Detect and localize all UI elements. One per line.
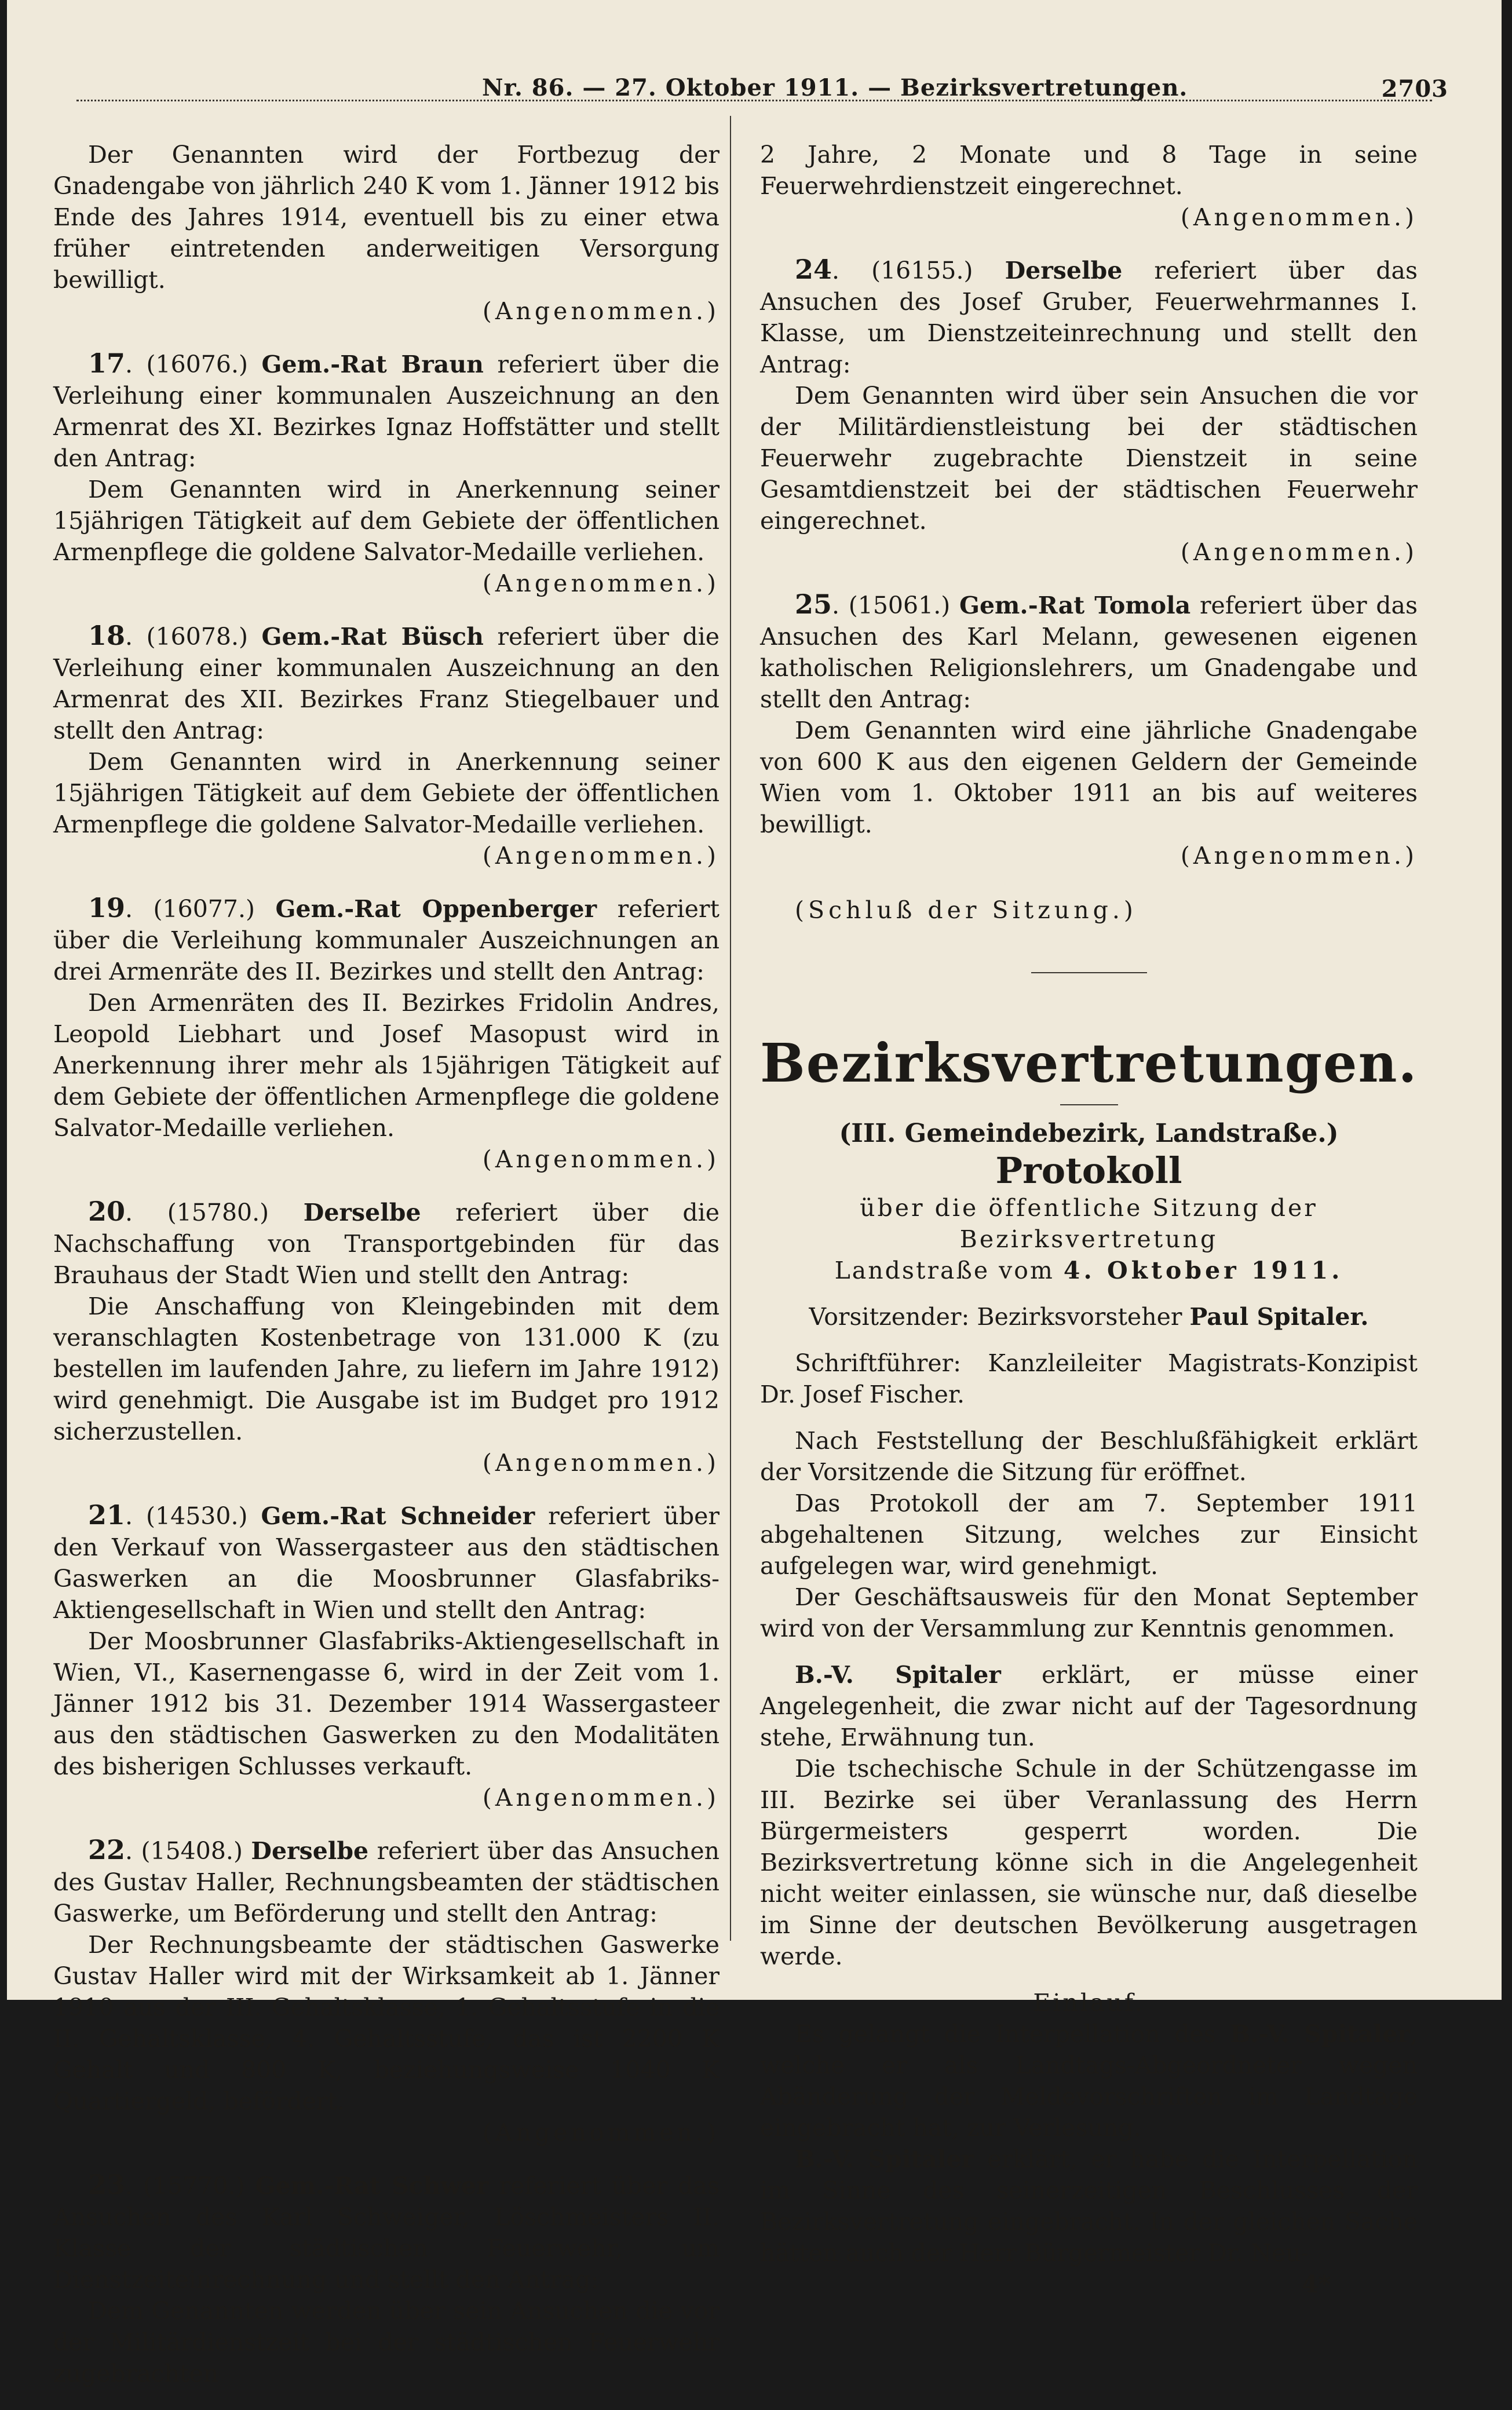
- einlauf-heading: Einlauf.: [1033, 1989, 1145, 2017]
- item-text: referiert über das Ansuchen des Gustav Haller, Rechnungsbeamten der städtischen Gaswerke, um Beförderung und stellt den Antrag:: [53, 1837, 720, 1927]
- item-text: referiert über die Verleihung kommunaler Auszeichnungen an drei Armenräte des II. Bezirkes und stellt den Antrag:: [53, 895, 720, 985]
- bv-name: B.-V. Spitaler: [795, 2145, 974, 2173]
- minutes-para: Das Protokoll der am 7. September 1911 abgehaltenen Sitzung, welches zur Einsicht aufgelegen war, wird genehmigt.: [760, 1489, 1418, 1580]
- column-divider: [730, 116, 731, 1941]
- page: [7, 0, 1502, 2387]
- accepted-label: (Angenommen.): [482, 1784, 720, 1812]
- header-title: Nr. 86. — 27. Oktober 1911. — Bezirksvertretungen.: [482, 74, 1188, 101]
- item-text: referiert über die Verleihung einer kommunalen Auszeichnung an den Armenrat des XII. Bezirkes Franz Stiegelbauer und stellt den Antrag:: [53, 623, 720, 744]
- speaker: Derselbe: [1005, 257, 1123, 284]
- title-rule: [1060, 1104, 1118, 1105]
- agenda-item: 18. (16078.) Gem.-Rat Büsch referiert über die Verleihung einer kommunalen Auszeichnung an den Armenrat des XII. Bezirkes Franz Stiegelbauer und stellt den Antrag: Dem Genannten wird in Anerkennung seiner 15jährigen Tätigkeit auf dem Gebiete der öffentlichen Armenpflege die goldene Salvator-Medaille verliehen. (Angenommen.): [53, 620, 720, 871]
- motion-text: Der Rechnungsbeamte der städtischen Gaswerke Gustav Haller wird mit der Wirksamkeit ab 1. Jänner 1910 aus der III. Gehaltsklasse, 1. Gehaltsstufe in die II. Gehaltsklasse, 4. Gehaltsstufe, das ist 2200 K Gehalt und 800 K, beziehungsweise 1040 K Quartiergeld, befördert.: [53, 1931, 720, 2115]
- header-rule: [76, 100, 1432, 101]
- item-number: 18: [88, 620, 126, 651]
- agenda-item: 21. (14530.) Gem.-Rat Schneider referiert über den Verkauf von Wassergasteer aus den städtischen Gaswerken an die Moosbrunner Glasfabriks-Aktiengesellschaft in Wien und stellt den Antrag: Der Moosbrunner Glasfabriks-Aktiengesellschaft in Wien, VI., Kasernengasse 6, wird in der Zeit vom 1. Jänner 1912 bis 31. Dezember 1914 Wassergasteer aus den städtischen Gaswerken zu den Modalitäten des bisherigen Schlusses verkauft. (Angenommen.): [53, 1499, 720, 1813]
- final-para: erklärt, er habe die Interpellation im Sinne des seinerzeitigen Beschlusses der Bezirksvertretung eingebracht. In der gleichen Sache hätten auch der Herr Bürgermeister Dr. Neu-: [760, 2145, 1418, 2267]
- bv-para-1: erklärt, er müsse einer Angelegenheit, die zwar nicht auf der Tagesordnung stehe, Erwähnung tun.: [760, 1661, 1418, 1751]
- speaker: Gem.-Rat Braun: [261, 350, 484, 378]
- agenda-item: 23. (15770.) Gem.-Rat Schwer referiert über das Ansuchen des Karl Schweiger, Löschmeisters II. Klasse der städtischen Feuerwehr, um Dienstzeiteinrechnung und stellt den Antrag: Dem Genannten werden über sein Ansuchen die vor der Militärdienstzeit bei der städtischen Feuerwehr zugebrachten: [53, 2169, 720, 2389]
- report-para: Der Geschäftsausweis für den Monat September wird von der Versammlung zur Kenntnis genommen.: [760, 1583, 1418, 1642]
- item-text: referiert über das Ansuchen des Josef Gruber, Feuerwehrmannes I. Klasse, um Dienstzeiteinrechnung und stellt den Antrag:: [760, 257, 1418, 378]
- sheet-mark: 4*: [1302, 2270, 1331, 2298]
- speaker: Derselbe: [303, 1199, 421, 1226]
- accepted-label: (Angenommen.): [482, 842, 720, 870]
- speaker: Gem.-Rat Tomola: [959, 591, 1191, 619]
- einlauf-para: , welche er als Landtags-Abgeordneter wegen Abänderung der Meldevorschriften im Landtage eingebracht hat, zur Verlesung.: [760, 2020, 1418, 2142]
- session-end: (Schluß der Sitzung.): [795, 896, 1137, 924]
- motion-text: Die Anschaffung von Kleingebinden mit dem veranschlagten Kostenbetrage von 131.000 K (zu bestellen im laufenden Jahre, zu liefern im Jahre 1912) wird genehmigt. Die Ausgabe ist im Budget pro 1912 sicherzustellen.: [53, 1292, 720, 1445]
- item-number: 19: [88, 892, 126, 923]
- section-title: Bezirksvertretungen.: [760, 1032, 1418, 1094]
- speaker: Gem.-Rat Büsch: [261, 623, 484, 651]
- accepted-label: (Angenommen.): [482, 1449, 720, 1477]
- item-number: 17: [88, 348, 126, 379]
- item-number: 22: [88, 1834, 126, 1865]
- page-number: 2703: [1381, 75, 1448, 103]
- item-number: 25: [795, 589, 832, 620]
- motion-text: Dem Genannten wird eine jährliche Gnadengabe von 600 K aus den eigenen Geldern der Gemeinde Wien vom 1. Oktober 1911 an bis auf weiteres bewilligt.: [760, 717, 1418, 838]
- running-header: [7, 68, 1502, 109]
- section-rule: [1031, 972, 1147, 973]
- agenda-item: 19. (16077.) Gem.-Rat Oppenberger referiert über die Verleihung kommunaler Auszeichnungen an drei Armenräte des II. Bezirkes und stellt den Antrag: Den Armenräten des II. Bezirkes Fridolin Andres, Leopold Liebhart und Josef Masopust wird in Anerkennung ihrer mehr als 15jährigen Tätigkeit auf dem Gebiete der öffentlichen Armenpflege die goldene Salvator-Medaille verliehen. (Angenommen.): [53, 892, 720, 1175]
- motion-text: Der Moosbrunner Glasfabriks-Aktiengesellschaft in Wien, VI., Kasernengasse 6, wird in der Zeit vom 1. Jänner 1912 bis 31. Dezember 1914 Wassergasteer aus den städtischen Gaswerken zu den Modalitäten des bisherigen Schlusses verkauft.: [53, 1627, 720, 1780]
- agenda-item: 25. (15061.) Gem.-Rat Tomola referiert über das Ansuchen des Karl Melann, gewesenen eigenen katholischen Religionslehrers, um Gnadengabe und stellt den Antrag: Dem Genannten wird eine jährliche Gnadengabe von 600 K aus den eigenen Geldern der Gemeinde Wien vom 1. Oktober 1911 an bis auf weiteres bewilligt. (Angenommen.): [760, 589, 1418, 871]
- agenda-item: 22. (15408.) Derselbe referiert über das Ansuchen des Gustav Haller, Rechnungsbeamten der städtischen Gaswerke, um Beförderung und stellt den Antrag: Der Rechnungsbeamte der städtischen Gaswerke Gustav Haller wird mit der Wirksamkeit ab 1. Jänner 1910 aus der III. Gehaltsklasse, 1. Gehaltsstufe in die II. Gehaltsklasse, 4. Gehaltsstufe, das ist 2200 K Gehalt und 800 K, beziehungsweise 1040 K Quartiergeld, befördert. (Angenommen.): [53, 1834, 720, 2148]
- secretary-line: Schriftführer: Kanzleileiter Magistrats-Konzipist Dr. Josef Fischer.: [760, 1349, 1418, 1408]
- opening-para: Nach Feststellung der Beschlußfähigkeit erklärt der Vorsitzende die Sitzung für eröffnet.: [760, 1427, 1418, 1486]
- session-line-1: über die öffentliche Sitzung der Bezirksvertretung: [860, 1194, 1318, 1253]
- accepted-label: (Angenommen.): [482, 1145, 720, 1173]
- motion-text: Den Armenräten des II. Bezirkes Fridolin Andres, Leopold Liebhart und Josef Masopust wird in Anerkennung ihrer mehr als 15jährigen Tätigkeit auf dem Gebiete der öffentlichen Armenpflege die goldene Salvator-Medaille verliehen.: [53, 989, 720, 1142]
- item-number: 23: [88, 2169, 126, 2200]
- item-text: referiert über das Ansuchen des Karl Schweiger, Löschmeisters II. Klasse der städtischen Feuerwehr, um Dienstzeiteinrechnung und stellt den Antrag:: [53, 2172, 720, 2294]
- speaker: Gem.-Rat Schneider: [261, 1502, 535, 1530]
- item-text: referiert über die Verleihung einer kommunalen Auszeichnung an den Armenrat des XI. Bezirkes Ignaz Hoffstätter und stellt den Antrag:: [53, 350, 720, 472]
- continuation-item: [760, 139, 1418, 233]
- motion-text: Dem Genannten werden über sein Ansuchen die vor der Militärdienstzeit bei der städtischen Feuerwehr zugebrachten: [53, 2297, 720, 2387]
- item-number: 24: [795, 254, 832, 285]
- intro-item: [53, 139, 720, 327]
- item-text: referiert über die Nachschaffung von Transportgebinden für das Brauhaus der Stadt Wien und stellt den Antrag:: [53, 1199, 720, 1289]
- accepted-label: (Angenommen.): [482, 569, 720, 597]
- speaker: Gem.-Rat Schwer: [255, 2172, 489, 2200]
- accepted-label: (Angenommen.): [482, 2119, 720, 2146]
- continuation-text: 2 Jahre, 2 Monate und 8 Tage in seine Feuerwehrdienstzeit eingerechnet.: [760, 141, 1418, 200]
- chair-label: Vorsitzender: Bezirksvorsteher: [809, 1303, 1190, 1331]
- motion-text: Dem Genannten wird über sein Ansuchen die vor der Militärdienstleistung bei der städtischen Feuerwehr zugebrachte Dienstzeit in seine Gesamtdienstzeit bei der städtischen Feuerwehr eingerechnet.: [760, 382, 1418, 535]
- district-heading: (III. Gemeindebezirk, Landstraße.): [839, 1119, 1339, 1148]
- accepted-label: (Angenommen.): [1180, 203, 1418, 231]
- bv-name: B.-V. Spitaler: [795, 1661, 1001, 1689]
- accepted-label: (Angenommen.): [1180, 538, 1418, 566]
- bv-name: B.-V. Spitaler: [1230, 2020, 1410, 2048]
- accepted-label: (Angenommen.): [1180, 842, 1418, 870]
- session-date: 4. Oktober 1911.: [1063, 1257, 1343, 1284]
- speaker: Gem.-Rat Oppenberger: [275, 895, 597, 923]
- chair-name: Paul Spitaler.: [1189, 1303, 1369, 1331]
- right-column: 2 Jahre, 2 Monate und 8 Tage in seine Feuerwehrdienstzeit eingerechnet. (Angenommen.) 24. (16155.) Derselbe referiert über das Ansuchen des Josef Gruber, Feuerwehrmannes I. Klasse, um Dienstzeiteinrechnung und stellt den Antrag: Dem Genannten wird über sein Ansuchen die vor der Militärdienstleistung bei der städtischen Feuerwehr zugebrachte Dienstzeit in seine Gesamtdienstzeit bei der städtischen Feuerwehr eingerechnet. (Angenommen.) 25. (15061.) Gem.-Rat Tomola referiert über das Ansuchen des Karl Melann, gewesenen eigenen katholischen Religionslehrers, um Gnadengabe und stellt den Antrag: Dem Genannten wird eine jährliche Gnadengabe von 600 K aus den eigenen Geldern der Gemeinde Wien vom 1. Oktober 1911 an bis auf weiteres bewilligt. (Angenommen.) (Schluß der Sitzung.) Bezirksvertretungen. (III. Gemeindebezirk, Landstraße.) Protokoll über die öffentliche Sitzung der Bezirksvertretung Landstraße vom 4. Oktober 1911. Vorsitzender: Bezirksvorsteher Paul Spitaler. Schriftführer: Kanzleileiter Magistrats-Konzipist Dr. Josef Fischer. Nach Feststellung der Beschlußfähigkeit erklärt der Vorsitzende die Sitzung für eröffnet. Das Protokoll der am 7. September 1911 abgehaltenen Sitzung, welches zur Einsicht aufgelegen war, wird genehmigt. Der Geschäftsausweis für den Monat September wird von der Versammlung zur Kenntnis genommen. B.-V. Spitaler erklärt, er müsse einer Angelegenheit, die zwar nicht auf der Tagesordnung stehe, Erwähnung tun. Die tschechische Schule in der Schützengasse im III. Bezirke sei über Veranlassung des Herrn Bürgermeisters gesperrt worden. Die Bezirksvertretung könne sich in die Angelegenheit nicht weiter einlassen, sie wünsche nur, daß dieselbe im Sinne der deutschen Bevölkerung ausgetragen werde. Einlauf. Es gelangt die Interpellation des B.-V. Spitaler, welche er als Landtags-Abgeordneter wegen Abänderung der Meldevorschriften im Landtage eingebracht hat, zur Verlesung. B.-V. Spitaler erklärt, er habe die Interpellation im Sinne des seinerzeitigen Beschlusses der Bezirksvertretung eingebracht. In der gleichen Sache hätten auch der Herr Bürgermeister Dr. Neu- 4*: [760, 139, 1418, 2300]
- agenda-item: 24. (16155.) Derselbe referiert über das Ansuchen des Josef Gruber, Feuerwehrmannes I. Klasse, um Dienstzeiteinrechnung und stellt den Antrag: Dem Genannten wird über sein Ansuchen die vor der Militärdienstleistung bei der städtischen Feuerwehr zugebrachte Dienstzeit in seine Gesamtdienstzeit bei der städtischen Feuerwehr eingerechnet. (Angenommen.): [760, 254, 1418, 568]
- motion-text: Dem Genannten wird in Anerkennung seiner 15jährigen Tätigkeit auf dem Gebiete der öffentlichen Armenpflege die goldene Salvator-Medaille verliehen.: [53, 748, 720, 838]
- item-number: 21: [88, 1499, 126, 1531]
- speaker: Derselbe: [251, 1837, 369, 1865]
- motion-text: Dem Genannten wird in Anerkennung seiner 15jährigen Tätigkeit auf dem Gebiete der öffentlichen Armenpflege die goldene Salvator-Medaille verliehen.: [53, 476, 720, 566]
- item-text: referiert über das Ansuchen des Karl Melann, gewesenen eigenen katholischen Religionslehrers, um Gnadengabe und stellt den Antrag:: [760, 591, 1418, 713]
- protokoll-heading: Protokoll: [995, 1149, 1182, 1192]
- item-text: referiert über den Verkauf von Wassergasteer aus den städtischen Gaswerken an die Moosbrunner Glasfabriks-Aktiengesellschaft in Wien und stellt den Antrag:: [53, 1502, 720, 1624]
- accepted-label: (Angenommen.): [482, 297, 720, 325]
- left-column: [53, 139, 720, 2410]
- item-number: 20: [88, 1196, 126, 1227]
- intro-text: Der Genannten wird der Fortbezug der Gnadengabe von jährlich 240 K vom 1. Jänner 1912 bis Ende des Jahres 1914, eventuell bis zu einer etwa früher eintretenden anderweitigen Versorgung bewilligt.: [53, 141, 720, 294]
- agenda-item: 20. (15780.) Derselbe referiert über die Nachschaffung von Transportgebinden für das Brauhaus der Stadt Wien und stellt den Antrag: Die Anschaffung von Kleingebinden mit dem veranschlagten Kostenbetrage von 131.000 K (zu bestellen im laufenden Jahre, zu liefern im Jahre 1912) wird genehmigt. Die Ausgabe ist im Budget pro 1912 sicherzustellen. (Angenommen.): [53, 1196, 720, 1478]
- session-line-2: Landstraße vom: [834, 1257, 1054, 1284]
- bv-para-2: Die tschechische Schule in der Schützengasse im III. Bezirke sei über Veranlassung des Herrn Bürgermeisters gesperrt worden. Die Bezirksvertretung könne sich in die Angelegenheit nicht weiter einlassen, sie wünsche nur, daß dieselbe im Sinne der deutschen Bevölkerung ausgetragen werde.: [760, 1755, 1418, 1970]
- agenda-item: 17. (16076.) Gem.-Rat Braun referiert über die Verleihung einer kommunalen Auszeichnung an den Armenrat des XI. Bezirkes Ignaz Hoffstätter und stellt den Antrag: Dem Genannten wird in Anerkennung seiner 15jährigen Tätigkeit auf dem Gebiete der öffentlichen Armenpflege die goldene Salvator-Medaille verliehen. (Angenommen.): [53, 348, 720, 599]
